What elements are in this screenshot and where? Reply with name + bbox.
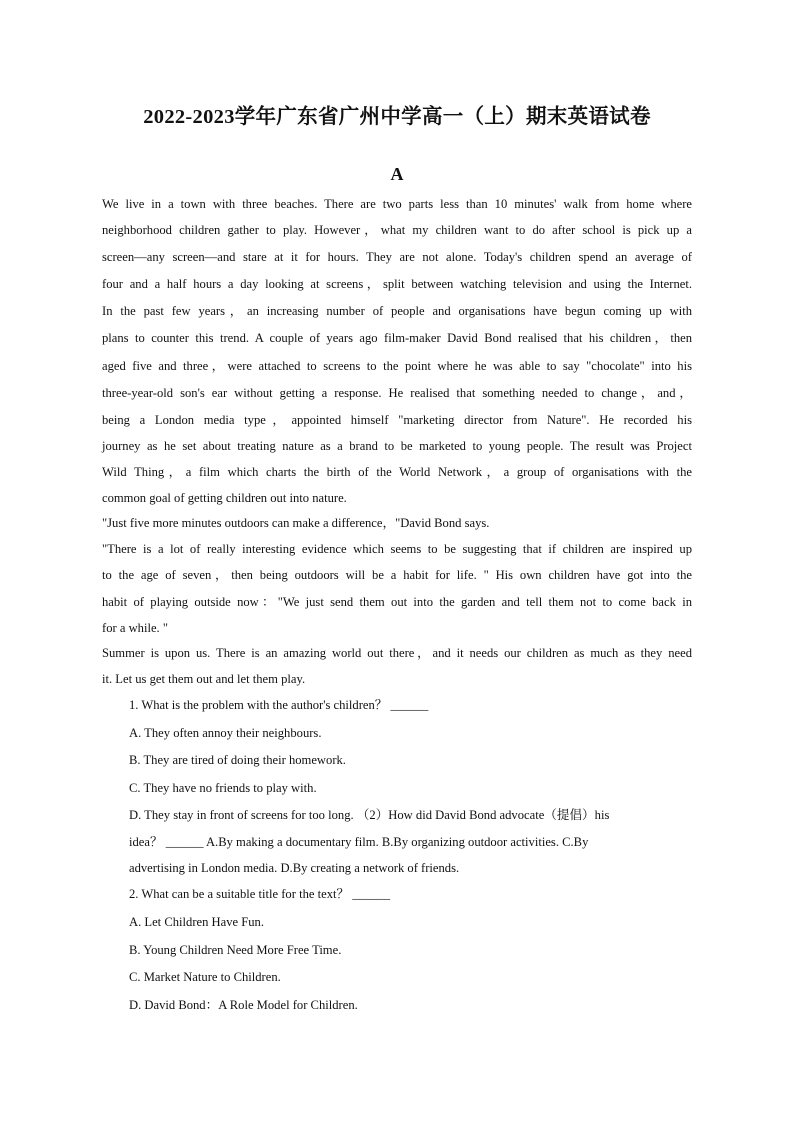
answer-option: C. Market Nature to Children. xyxy=(129,970,281,984)
passage-line: "Just five more minutes outdoors can make a difference，"David Bond says. xyxy=(102,516,490,530)
page-title: 2022-2023学年广东省广州中学高一（上）期末英语试卷 xyxy=(143,106,651,128)
passage-line: for a while. " xyxy=(102,621,168,635)
answer-option: D. They stay in front of screens for too long. （2）How did David Bond advocate（提倡）his xyxy=(129,808,610,822)
answer-option: B. They are tired of doing their homework. xyxy=(129,753,346,767)
passage-line: neighborhood children gather to play. However，what my children want to do after school is pick up a xyxy=(102,223,692,237)
passage-line: four and a half hours a day looking at screens，split between watching television and using the Internet. xyxy=(102,277,692,291)
answer-option: C. They have no friends to play with. xyxy=(129,781,317,795)
passage-line: journey as he set about treating nature as a brand to be marketed to young people. The result was Project xyxy=(102,439,692,453)
passage-line: We live in a town with three beaches. There are two parts less than 10 minutes' walk from home where xyxy=(102,197,692,211)
passage-line: it. Let us get them out and let them play. xyxy=(102,672,306,686)
question-stem: 1. What is the problem with the author's children？ ______ xyxy=(129,698,429,712)
passage-line: common goal of getting children out into nature. xyxy=(102,491,347,505)
passage-line: "There is a lot of really interesting evidence which seems to be suggesting that if children are inspired up xyxy=(102,542,692,556)
question-options-line: advertising in London media. D.By creating a network of friends. xyxy=(129,861,460,875)
passage-line: plans to counter this trend. A couple of years ago film-maker David Bond realised that his children，then xyxy=(102,331,692,345)
question-stem: 2. What can be a suitable title for the text？ ______ xyxy=(129,887,391,901)
passage-line: habit of playing outside now："We just send them out into the garden and tell them not to come back in xyxy=(102,595,692,609)
passage-line: screen—any screen—and stare at it for hours. They are not alone. Today's children spend an average of xyxy=(102,250,692,264)
passage-line: to the age of seven，then being outdoors will be a habit for life. " His own children have got into the xyxy=(102,568,692,582)
answer-option: B. Young Children Need More Free Time. xyxy=(129,943,342,957)
passage-line: being a London media type，appointed himself "marketing director from Nature". He recorded his xyxy=(102,413,692,427)
passage-line: three-year-old son's ear without getting a response. He realised that something needed to change，and， xyxy=(102,386,692,400)
passage-line: In the past few years，an increasing number of people and organisations have begun coming up with xyxy=(102,304,692,318)
section-heading: A xyxy=(390,164,404,184)
answer-option: A. Let Children Have Fun. xyxy=(129,915,265,929)
answer-option: A. They often annoy their neighbours. xyxy=(129,726,322,740)
question-stem: idea？ ______ A.By making a documentary film. B.By organizing outdoor activities. C.By xyxy=(129,835,589,849)
passage-line: Summer is upon us. There is an amazing world out there，and it needs our children as much as they need xyxy=(102,646,692,660)
answer-option: D. David Bond：A Role Model for Children. xyxy=(129,998,358,1012)
passage-line: Wild Thing，a film which charts the birth of the World Network，a group of organisations with the xyxy=(102,465,692,479)
passage-line: aged five and three，were attached to screens to the point where he was able to say "chocolate" into his xyxy=(102,359,692,373)
